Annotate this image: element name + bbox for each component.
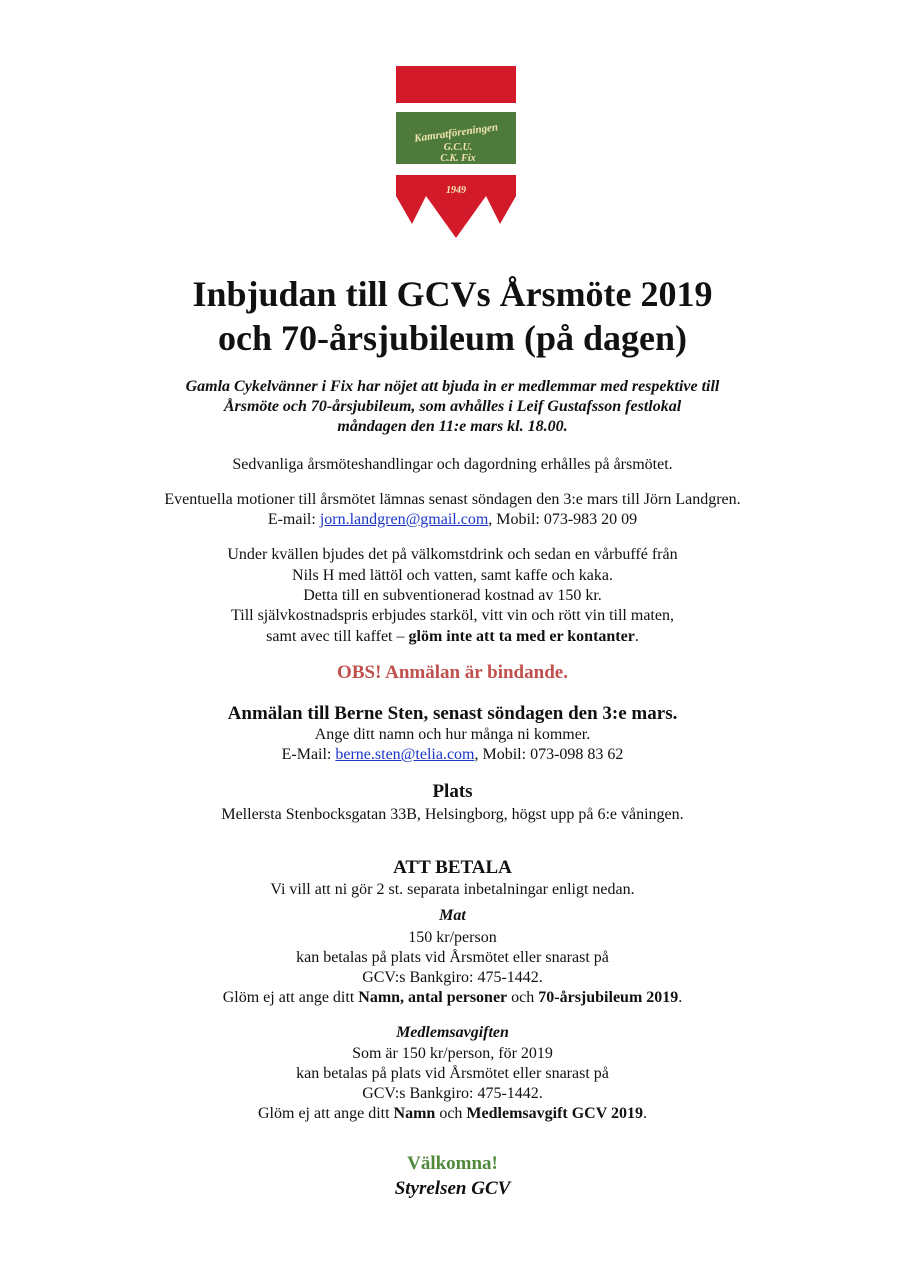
registration-email-link[interactable]: berne.sten@telia.com <box>335 746 475 763</box>
motions-email-link[interactable]: jorn.landgren@gmail.com <box>319 511 489 528</box>
intro-line-3: måndagen den 11:e mars kl. 18.00. <box>337 418 568 435</box>
registration-contact <box>0 745 905 765</box>
pennant-logo <box>396 66 516 238</box>
pennant-white-bottom-stripe <box>396 164 516 175</box>
pennant-text-3: C.K. Fix <box>440 153 476 164</box>
fee-note <box>0 1104 905 1124</box>
fee-note-mid: och <box>435 1105 467 1122</box>
food-heading: Mat <box>439 907 466 924</box>
pennant-white-top-stripe <box>396 103 516 112</box>
payment-heading: ATT BETALA <box>393 857 512 878</box>
fee-note-bold-2: Medlemsavgift GCV 2019 <box>466 1105 643 1122</box>
obs-notice: OBS! Anmälan är bindande. <box>337 662 568 683</box>
pennant-text-2: G.C.U. <box>443 142 473 153</box>
title-line-2: och 70-årsjubileum (på dagen) <box>217 318 688 358</box>
evening-line-5-post: . <box>634 628 639 645</box>
motions-email-label: E-mail: <box>267 511 320 528</box>
food-line-2: kan betalas på plats vid Årsmötet eller snarast på <box>296 949 609 966</box>
food-price: 150 kr/person <box>408 929 497 946</box>
motions-phone: , Mobil: 073-983 20 09 <box>488 511 638 528</box>
fee-note-bold-1: Namn <box>393 1105 436 1122</box>
evening-line-5-pre: samt avec till kaffet – <box>266 628 409 645</box>
food-note <box>0 988 905 1008</box>
evening-line-2: Nils H med lättöl och vatten, samt kaffe och kaka. <box>292 567 613 584</box>
evening-line-4: Till självkostnadspris erbjudes starköl, vitt vin och rött vin till maten, <box>231 607 674 624</box>
fee-bankgiro: GCV:s Bankgiro: 475-1442. <box>362 1085 543 1102</box>
evening-line-3: Detta till en subventionerad kostnad av 150 kr. <box>303 587 602 604</box>
cash-reminder: glöm inte att ta med er kontanter <box>408 628 635 645</box>
food-note-mid: och <box>507 989 539 1006</box>
evening-line-5 <box>0 627 905 647</box>
food-note-bold-1: Namn, antal personer <box>358 989 508 1006</box>
place-address: Mellersta Stenbocksgatan 33B, Helsingborg, högst upp på 6:e våningen. <box>221 806 684 823</box>
signature: Styrelsen GCV <box>394 1178 511 1199</box>
fee-note-pre: Glöm ej att ange ditt <box>258 1105 394 1122</box>
food-note-post: . <box>678 989 683 1006</box>
fee-price: Som är 150 kr/person, för 2019 <box>352 1045 553 1062</box>
evening-line-1: Under kvällen bjudes det på välkomstdrink och sedan en vårbuffé från <box>227 546 678 563</box>
intro-line-1: Gamla Cykelvänner i Fix har nöjet att bjuda in er medlemmar med respektive till <box>185 378 720 395</box>
title-line-1: Inbjudan till GCVs Årsmöte 2019 <box>192 274 713 314</box>
place-heading: Plats <box>432 781 473 802</box>
fee-note-post: . <box>643 1105 647 1122</box>
registration-line: Ange ditt namn och hur många ni kommer. <box>314 726 591 743</box>
welcome-text: Välkomna! <box>407 1153 498 1174</box>
food-note-pre: Glöm ej att ange ditt <box>222 989 359 1006</box>
fee-heading: Medlemsavgiften <box>396 1024 509 1041</box>
intro-line-2: Årsmöte och 70-årsjubileum, som avhålles i Leif Gustafsson festlokal <box>223 398 682 415</box>
pennant-text-1: Kamratföreningen <box>413 121 499 145</box>
food-bankgiro: GCV:s Bankgiro: 475-1442. <box>362 969 543 986</box>
motions-contact <box>0 510 905 530</box>
pennant-year: 1949 <box>446 185 466 196</box>
payment-intro: Vi vill att ni gör 2 st. separata inbetalningar enligt nedan. <box>270 881 635 898</box>
documents-line: Sedvanliga årsmöteshandlingar och dagordning erhålles på årsmötet. <box>232 456 673 473</box>
motions-line: Eventuella motioner till årsmötet lämnas senast söndagen den 3:e mars till Jörn Landgren. <box>164 491 741 508</box>
food-note-bold-2: 70-årsjubileum 2019 <box>538 989 679 1006</box>
registration-phone: , Mobil: 073-098 83 62 <box>474 746 624 763</box>
fee-line-2: kan betalas på plats vid Årsmötet eller snarast på <box>296 1065 609 1082</box>
registration-email-label: E-Mail: <box>281 746 336 763</box>
registration-heading: Anmälan till Berne Sten, senast söndagen den 3:e mars. <box>227 703 678 724</box>
